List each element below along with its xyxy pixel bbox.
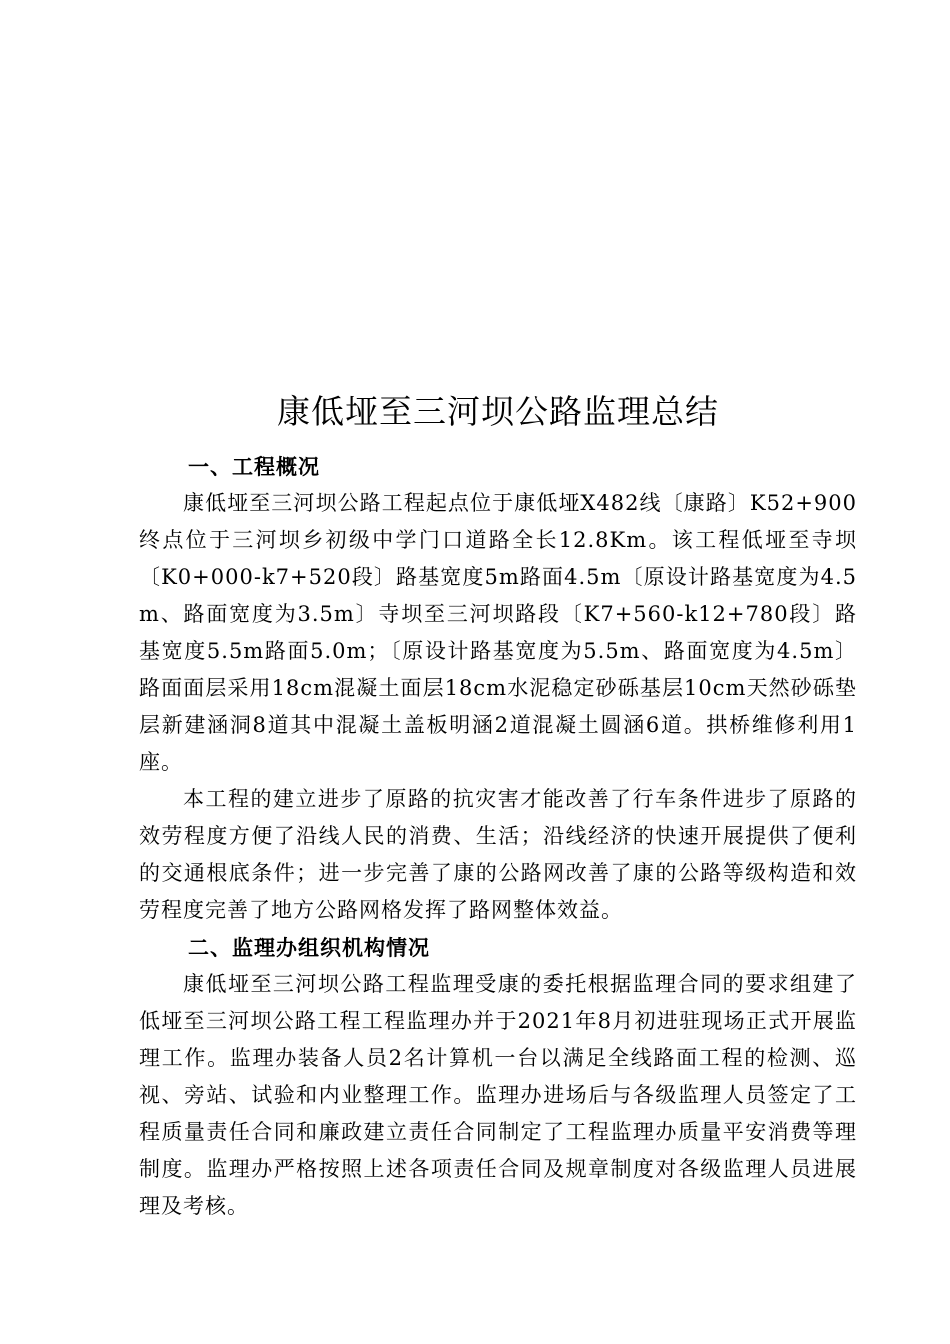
document-body bbox=[139, 448, 857, 1225]
paragraph-overview-1: 康低垭至三河坝公路工程起点位于康低垭X482线〔康路〕K52+900终点位于三河坝乡初级中学门口道路全长12.8Km。该工程低垭至寺坝〔K0+000-k7+520段〕路基宽度5m路面4.5m〔原设计路基宽度为4.5m、路面宽度为3.5m〕寺坝至三河坝路段〔K7+560-k12+780段〕路基宽度5.5m路面5.0m；〔原设计路基宽度为5.5m、路面宽度为4.5m〕路面面层采用18cm混凝土面层18cm水泥稳定砂砾基层10cm天然砂砾垫层新建涵洞8道其中混凝土盖板明涵2道混凝土圆涵6道。拱桥维修利用1座。 bbox=[139, 491, 857, 774]
section-heading-organization: 二、监理办组织机构情况 bbox=[188, 935, 430, 960]
document-title: 康低垭至三河坝公路监理总结 bbox=[277, 392, 719, 431]
paragraph-overview-2: 本工程的建立进步了原路的抗灾害才能改善了行车条件进步了原路的效劳程度方便了沿线人民的消费、生活；沿线经济的快速开展提供了便利的交通根底条件；进一步完善了康的公路网改善了康的公路等级构造和效劳程度完善了地方公路网格发挥了路网整体效益。 bbox=[139, 787, 857, 922]
section-heading-overview: 一、工程概况 bbox=[188, 454, 320, 479]
paragraph-organization-1: 康低垭至三河坝公路工程监理受康的委托根据监理合同的要求组建了低垭至三河坝公路工程工程监理办并于2021年8月初进驻现场正式开展监理工作。监理办装备人员2名计算机一台以满足全线路面工程的检测、巡视、旁站、试验和内业整理工作。监理办进场后与各级监理人员签定了工程质量责任合同和廉政建立责任合同制定了工程监理办质量平安消费等理制度。监理办严格按照上述各项责任合同及规章制度对各级监理人员进展理及考核。 bbox=[139, 972, 857, 1218]
